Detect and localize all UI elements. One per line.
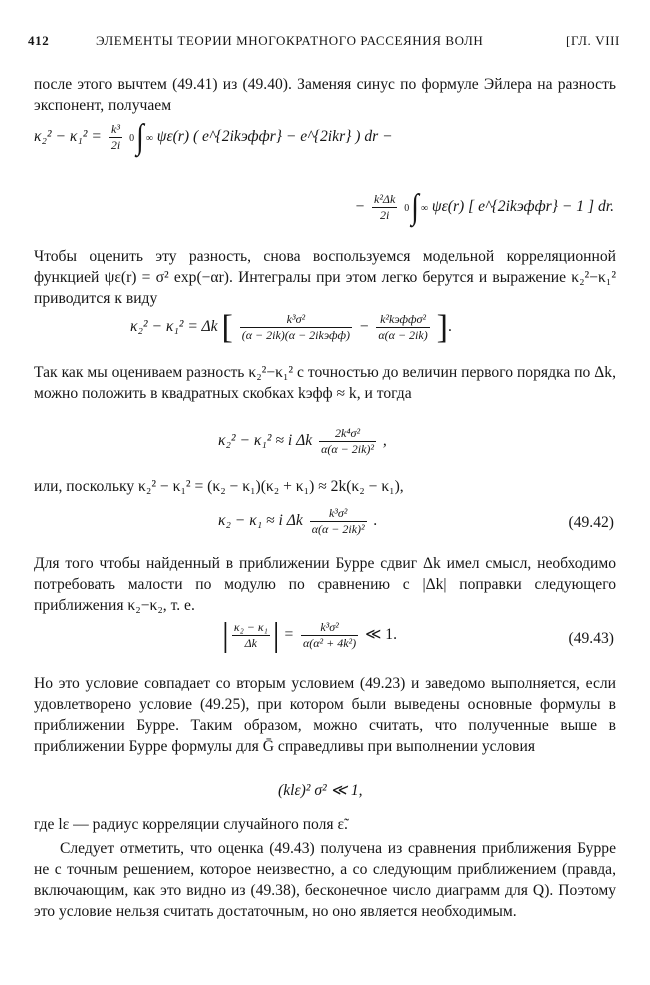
paragraph-since: или, поскольку κ₂² − κ₁² = (κ₂ − κ₁)(κ₂ + κ₁) ≈ 2k(κ₂ − κ₁), xyxy=(34,478,404,495)
equation-body: ψε(r) ( e^{2ikэффr} − e^{2ikr} ) dr − xyxy=(156,128,393,146)
equation-number-49-43: (49.43) xyxy=(568,630,614,647)
abs-fraction xyxy=(232,620,270,651)
fraction-denominator: α(α − 2ik)² xyxy=(321,442,375,456)
equation-lead-sign: − xyxy=(354,198,366,216)
chapter-label: [ГЛ. VIII xyxy=(566,33,620,48)
fraction-first xyxy=(240,312,352,343)
bracket-close-icon: ] xyxy=(436,309,448,346)
integral-upper-limit: ∞ xyxy=(420,203,429,215)
paragraph-remark: Следует отметить, что оценка (49.43) получена из сравнения приближения Бурре не с точным решением, которое неизвестно, а со следующим приближением (правда, включающим, как это видно из (49.38), бесконечное число диаграмм для Q). Поэтому это условие нельзя считать достаточным, но оно является необходимым. xyxy=(34,840,616,920)
equation-lhs: κ₂ − κ₁ ≈ i Δk xyxy=(218,512,303,530)
fraction-numerator: k³σ² xyxy=(328,506,348,520)
fraction-denominator: Δk xyxy=(232,635,270,651)
equation-body: ψε(r) [ e^{2ikэффr} − 1 ] dr. xyxy=(431,198,614,216)
equation-lhs: κ₂² − κ₁² = Δk xyxy=(130,318,218,336)
equation-49-42 xyxy=(218,506,377,537)
fraction xyxy=(109,122,122,153)
equation-difference-line2 xyxy=(354,188,614,227)
relation-much-less: ≪ 1. xyxy=(365,626,397,644)
fraction-denominator: 2i xyxy=(372,207,397,223)
fraction xyxy=(310,506,367,537)
equation-trailing-punct: . xyxy=(373,512,378,530)
abs-bar-left-icon: | xyxy=(222,617,229,654)
fraction-numerator: κ₂ − κ₁ xyxy=(233,620,268,634)
fraction-denominator: (α − 2ik)(α − 2ikэфф) xyxy=(241,328,351,342)
fraction xyxy=(319,426,376,457)
integral-sign-icon: ∫ xyxy=(411,188,419,227)
integral-lower-limit: 0 xyxy=(404,203,410,215)
equation-trailing-punct: , xyxy=(382,432,387,450)
fraction-numerator: 2k⁴σ² xyxy=(335,426,361,440)
integral-sign-icon: ∫ xyxy=(136,118,144,157)
equation-difference-line1 xyxy=(34,118,393,157)
fraction-denominator: α(α − 2ik)² xyxy=(311,522,365,536)
fraction-denominator: α(α² + 4k²) xyxy=(302,636,357,650)
equation-bracket-form: κ₂² − κ₁² = Δk [ $\frac{\text{k³σ²}}{\text{(α − 2ik)(α − 2ikэфф)}}$ − $\frac{\text{k²kэффσ²}}{\alpha(\alpha - 2ik)}$ ]. xyxy=(130,309,452,346)
bracket-open-icon: [ xyxy=(221,309,233,346)
fraction xyxy=(301,620,358,651)
running-title: ЭЛЕМЕНТЫ ТЕОРИИ МНОГОКРАТНОГО РАССЕЯНИЯ ВОЛН xyxy=(96,33,484,48)
minus-sign: − xyxy=(358,318,370,336)
equation-number-49-42: (49.42) xyxy=(568,514,614,531)
equation-lhs: κ₂² − κ₁² ≈ i Δk xyxy=(218,432,313,450)
equals-sign: = xyxy=(283,626,295,644)
integral-upper-limit: ∞ xyxy=(145,133,153,145)
fraction-denominator: α(α − 2ik) xyxy=(378,328,428,342)
fraction-numerator: k²kэффσ² xyxy=(380,312,426,326)
paragraph-model-correlation: Чтобы оценить эту разность, снова воспользуемся модельной корреляционной функцией ψε(r) = σ² exp(−αr). Интегралы при этом легко берутся и выражение κ₂²−κ₁² приводится к виду xyxy=(34,248,616,307)
page-number: 412 xyxy=(28,33,50,48)
fraction-numerator: k³σ² xyxy=(286,312,306,326)
equation-49-43 xyxy=(222,617,397,654)
fraction-denominator: 2i xyxy=(110,138,121,152)
equation-validity-condition: (klε)² σ² ≪ 1, xyxy=(278,782,363,799)
fraction-numerator: k²Δk xyxy=(374,192,396,206)
equation-lhs: κ₂² − κ₁² = xyxy=(34,128,102,146)
fraction-numerator: k³ xyxy=(111,122,120,136)
paragraph-first-order: Так как мы оцениваем разность κ₂²−κ₁² с точностью до величин первого порядка по Δk, можно положить в квадратных скобках kэфф ≈ k, и тогда xyxy=(34,364,616,402)
paragraph-condition: Но это условие совпадает со вторым условием (49.23) и заведомо выполняется, если удовлетворено условие (49.25), при котором были выведены основные формулы в приближении Бурре. Таким образом, можно считать, что полученные выше в приближении Бурре формулы для Ḡ справедливы при выполнении условия xyxy=(34,675,616,755)
fraction-numerator: k³σ² xyxy=(320,620,339,634)
integral-lower-limit: 0 xyxy=(129,133,135,145)
paragraph-burre-shift: Для того чтобы найденный в приближении Бурре сдвиг Δk имел смысл, необходимо потребовать малости по модулю по сравнению с |Δk| поправки следующего приближения κ₂−κ₂, т. е. xyxy=(34,555,616,614)
fraction-second xyxy=(376,312,429,343)
paragraph-intro: после этого вычтем (49.41) из (49.40). Заменяя синус по формуле Эйлера на разность экспонент, получаем xyxy=(34,76,616,114)
equation-approx-difference xyxy=(218,426,387,457)
paragraph-correlation-radius: где lε — радиус корреляции случайного поля ε̃. xyxy=(34,816,348,833)
fraction xyxy=(372,192,397,223)
abs-bar-right-icon: | xyxy=(272,617,280,654)
